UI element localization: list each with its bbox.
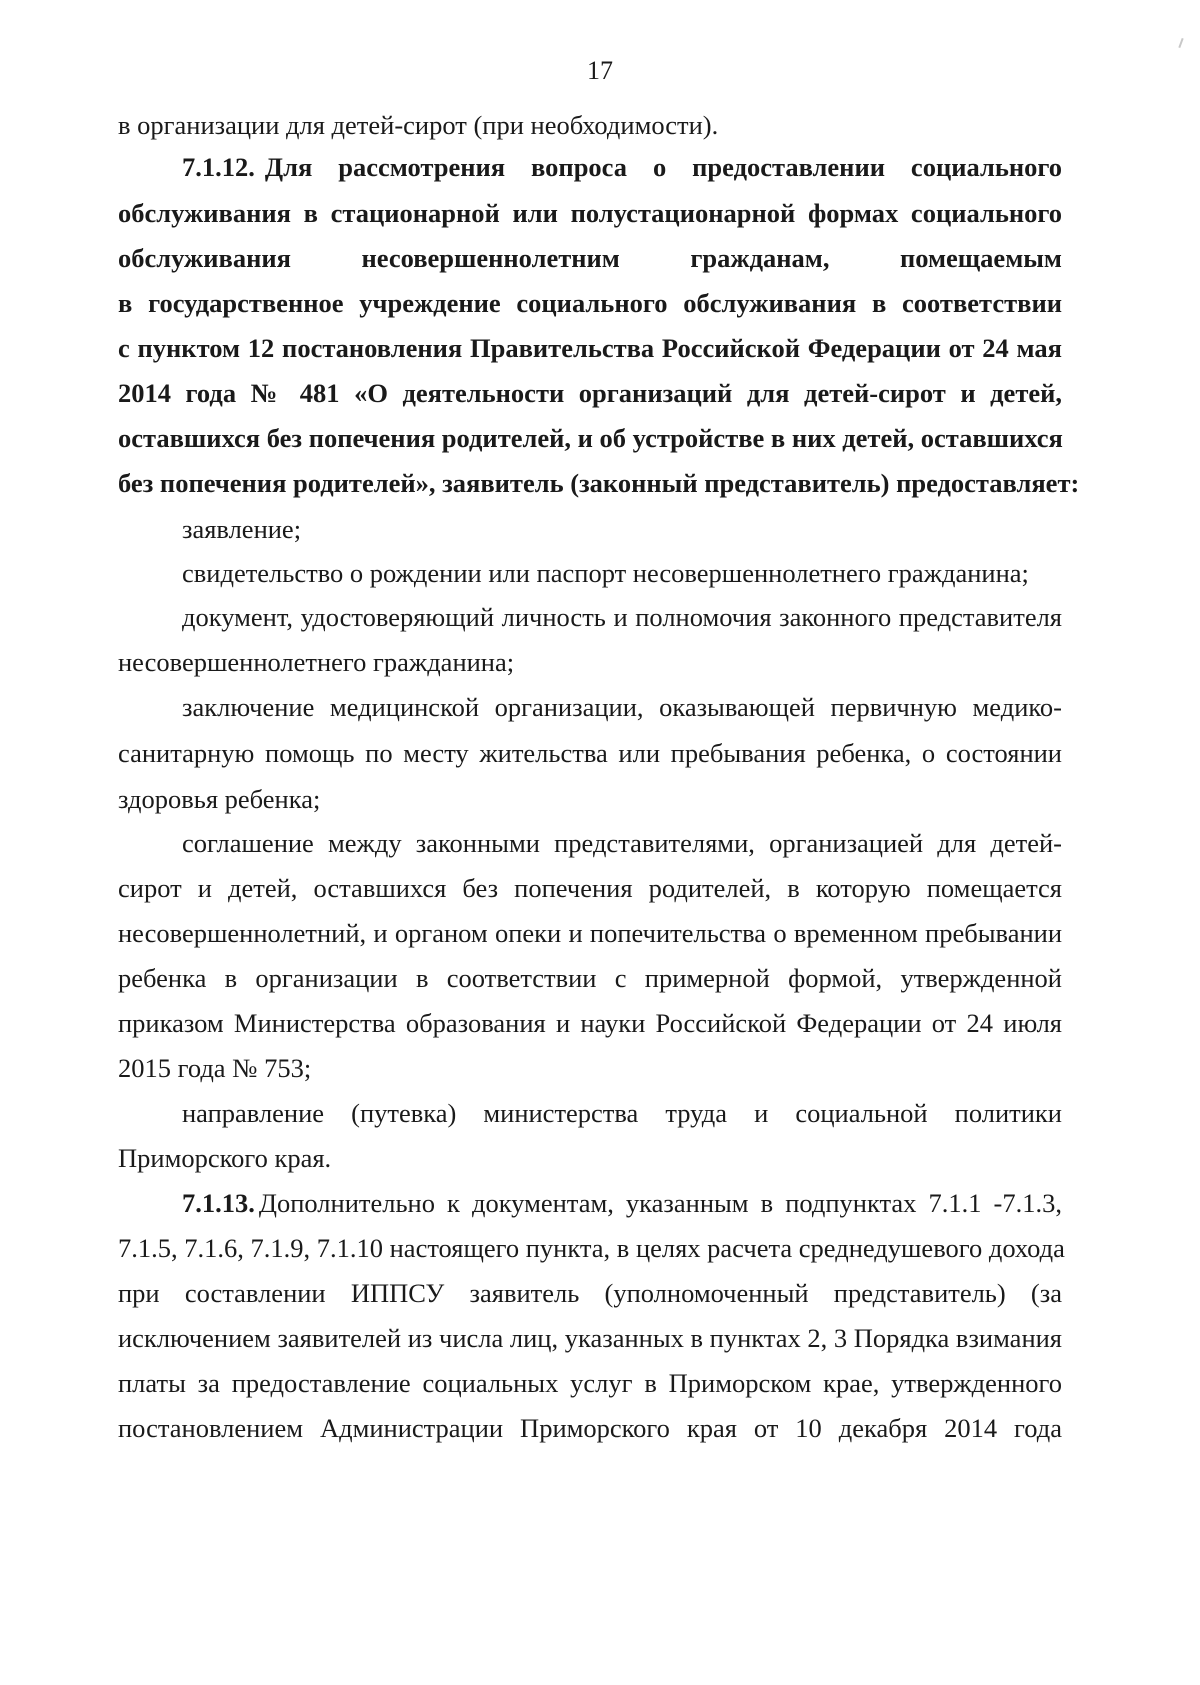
paragraph-7-1-12-first-line [182,150,1062,184]
text-line: несовершеннолетний, и органом опеки и попечительства о временном пребывании [118,918,1062,948]
list-item: заключение медицинской организации, оказывающей первичную медико- [182,692,1062,722]
clause-number-7-1-13: 7.1.13. [182,1188,255,1218]
text-line: 2014 года № 481 «О деятельности организаций для детей-сирот и детей, [118,378,1062,408]
text-line: здоровья ребенка; [118,784,321,814]
text-line: приказом Министерства образования и науки Российской Федерации от 24 июля [118,1008,1062,1038]
text-line: при составлении ИППСУ заявитель (уполномоченный представитель) (за [118,1278,1062,1308]
text-line: в организации для детей-сирот (при необходимости). [118,110,719,140]
text-line: исключением заявителей из числа лиц, указанных в пунктах 2, 3 Порядка взимания [118,1323,1062,1353]
text-line: оставшихся без попечения родителей, и об устройстве в них детей, оставшихся [118,423,1063,453]
text-line: Дополнительно к документам, указанным в подпунктах 7.1.1 -7.1.3, [258,1188,1062,1218]
list-item: заявление; [182,514,302,544]
text-line: обслуживания в стационарной или полустационарной формах социального [118,198,1062,228]
list-item: свидетельство о рождении или паспорт несовершеннолетнего гражданина; [182,558,1029,588]
text-line: 2015 года № 753; [118,1053,312,1083]
clause-number-7-1-12: 7.1.12. [182,152,255,182]
text-line: платы за предоставление социальных услуг в Приморском крае, утвержденного [118,1368,1062,1398]
text-line: обслуживания несовершеннолетним гражданам, помещаемым [118,243,1062,273]
text-line: Приморского края. [118,1143,332,1173]
scan-artifact [1178,38,1183,48]
text-line: ребенка в организации в соответствии с примерной формой, утвержденной [118,963,1062,993]
text-line: в государственное учреждение социального обслуживания в соответствии [118,288,1062,318]
text-line: с пунктом 12 постановления Правительства Российской Федерации от 24 мая [118,333,1062,363]
list-item: направление (путевка) министерства труда и социальной политики [182,1098,1062,1128]
text-line: санитарную помощь по месту жительства или пребывания ребенка, о состоянии [118,738,1062,768]
text-line: сирот и детей, оставшихся без попечения родителей, в которую помещается [118,873,1062,903]
list-item: документ, удостоверяющий личность и полномочия законного представителя [182,602,1062,632]
text-line: Для рассмотрения вопроса о предоставлении социального [264,152,1062,182]
text-line: без попечения родителей», заявитель (законный представитель) предоставляет: [118,468,1080,498]
text-line: несовершеннолетнего гражданина; [118,647,515,677]
list-item: соглашение между законными представителями, организацией для детей- [182,828,1062,858]
text-line: 7.1.5, 7.1.6, 7.1.9, 7.1.10 настоящего пункта, в целях расчета среднедушевого дохода [118,1233,1065,1263]
paragraph-7-1-13-first-line [182,1186,1062,1220]
text-line: постановлением Администрации Приморского края от 10 декабря 2014 года [118,1413,1062,1443]
page-number: 17 [587,56,613,85]
